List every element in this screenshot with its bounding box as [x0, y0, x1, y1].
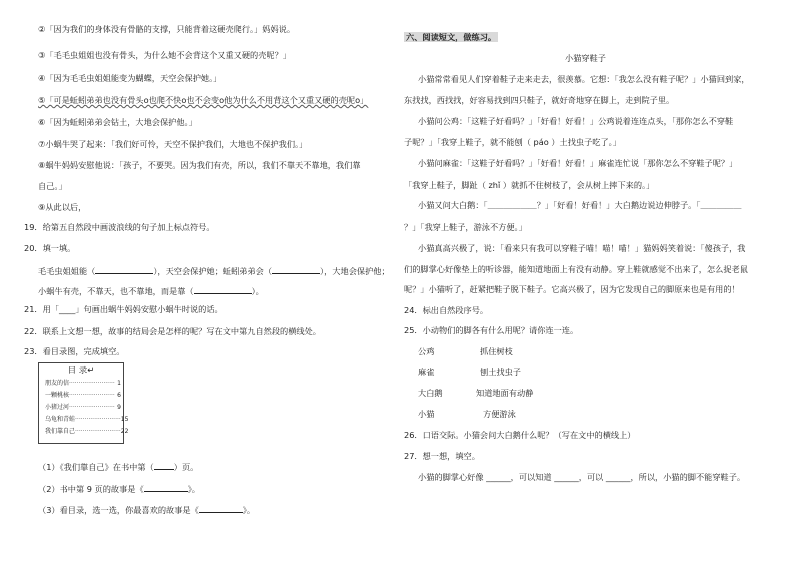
match-function[interactable]: 方便游泳 — [483, 409, 516, 419]
fill-in-line-1 — [38, 264, 390, 277]
fill-text: ），大地会保护他； — [320, 266, 390, 276]
toc-title: 小猪过河 — [45, 404, 70, 411]
fill-text: ），天空会保护她；蚯蚓弟弟会（ — [153, 266, 273, 276]
question-23-part-1 — [38, 460, 198, 473]
question-23-part-3 — [38, 503, 255, 516]
question-23: 23．看目录图，完成填空。 — [24, 346, 125, 356]
toc-leader: ························ — [75, 416, 121, 423]
answer-blank[interactable] — [199, 503, 243, 513]
passage-paragraph-9: ⑨从此以后， — [38, 202, 87, 212]
toc-title: 一颗桃核 — [45, 392, 70, 399]
story-line: 小猫问公鸡：「这鞋子好看吗？」「好看！好看！」公鸡说着连连点头，「那你怎么不穿鞋 — [418, 116, 734, 126]
question-text: （1）《我们靠自己》在书中第（ — [38, 462, 154, 472]
story-title: 小猫穿鞋子 — [565, 53, 606, 63]
passage-paragraph-8: ⑧蜗牛妈妈安慰他说：「孩子，不要哭。因为我们有壳，所以，我们不靠天不靠地，我们靠 — [38, 160, 361, 170]
toc-page: 1 — [117, 380, 121, 387]
toc-row — [45, 428, 129, 436]
story-line: 子呢？」「我穿上鞋子，就不能刨（ páo ）土找虫子吃了。」 — [404, 137, 621, 147]
answer-blank[interactable] — [272, 264, 320, 274]
fill-text: 小蜗牛有壳，不靠天，也不靠地，而是靠（ — [38, 286, 194, 296]
match-animal[interactable]: 大白鹅 — [418, 388, 443, 398]
question-22: 22．联系上文想一想，故事的结局会是怎样的呢？写在文中第九自然段的横线处。 — [24, 326, 321, 336]
fill-in-line-2 — [38, 284, 264, 297]
story-line: 小猫常常看见人们穿着鞋子走来走去，很羡慕。它想：「我怎么没有鞋子呢？」小猫回到家， — [418, 74, 750, 84]
story-line: 呢？」小猫听了，赶紧把鞋子脱下鞋子。它高兴极了，因为它发现自己的脚原来也是有用的！ — [404, 284, 740, 294]
question-text: ）页。 — [173, 462, 199, 472]
toc-leader: ························ — [69, 404, 115, 411]
story-line: ？」「我穿上鞋子，游泳不方便。」 — [404, 222, 527, 232]
question-text: （2）书中第 9 页的故事是《 — [38, 484, 144, 494]
question-25: 25．小动物们的脚各有什么用呢？请你连一连。 — [404, 325, 579, 335]
section-heading — [404, 32, 498, 43]
toc-title: 我们靠自己 — [45, 428, 76, 435]
story-line: 小猫问麻雀：「这鞋子好看吗？」「好看！好看！」麻雀连忙说「那你怎么不穿鞋子呢？」 — [418, 158, 738, 168]
match-function[interactable]: 抓住树枝 — [480, 346, 513, 356]
toc-title: 乌龟和青蛙 — [45, 416, 76, 423]
toc-page: 6 — [117, 392, 121, 399]
story-line: 「我穿上鞋子，脚趾（ zhǐ ）就抓不住树枝了，会从树上摔下来的。」 — [404, 180, 655, 190]
question-27-fill: 小猫的脚掌心好像 ______，可以知道 ______，可以 ______，所以，小猫的脚不能穿鞋子。 — [418, 472, 746, 482]
toc-heading: 目 录↵ — [67, 366, 95, 376]
question-24: 24．标出自然段序号。 — [404, 305, 489, 315]
question-27: 27．想一想，填空。 — [404, 451, 480, 461]
table-of-contents-box — [38, 362, 129, 444]
match-animal[interactable]: 小猫 — [418, 409, 435, 419]
match-animal[interactable]: 麻雀 — [418, 367, 435, 377]
question-26: 26．口语交际。小猫会问大白鹅什么呢？（写在文中的横线上） — [404, 430, 636, 440]
toc-row — [45, 404, 121, 412]
story-line: 小猫又问大白鹅：「＿＿＿＿＿＿？」「好看！好看！」大白鹅边说边伸脖子。「＿＿＿＿＿ — [418, 200, 742, 210]
passage-paragraph-6: ⑥「因为蚯蚓弟弟会钻土，大地会保护他。」 — [38, 117, 197, 127]
question-text: （3）看目录，选一选，你最喜欢的故事是《 — [38, 505, 199, 515]
passage-paragraph-2: ②「因为我们的身体没有骨骼的支撑，只能背着这硬壳爬行。」妈妈说。 — [38, 24, 296, 34]
passage-paragraph-4: ④「因为毛毛虫姐姐能变为蝴蝶，天空会保护她。」 — [38, 73, 222, 83]
toc-leader: ························ — [75, 428, 121, 435]
passage-paragraph-8-cont: 自己。」 — [38, 181, 67, 191]
toc-page: 15 — [120, 416, 129, 423]
toc-title: 朋友的信 — [45, 380, 70, 387]
question-21: 21．用「____」句画出蜗牛妈妈安慰小蜗牛时说的话。 — [24, 304, 223, 314]
toc-leader: ························ — [69, 380, 115, 387]
question-20: 20．填一填。 — [24, 243, 76, 253]
answer-blank[interactable] — [144, 482, 188, 492]
story-line: 东找找，西找找，好容易找到四只鞋子，就好奇地穿在脚上，走到院子里。 — [404, 95, 675, 105]
toc-page: 9 — [117, 404, 121, 411]
story-line: 小猫真高兴极了，说：「看来只有我可以穿鞋子喵！喵！喵！」猫妈妈笑着说：「傻孩子，我 — [418, 243, 746, 253]
question-23-part-2 — [38, 482, 200, 495]
section-heading-text: 六、阅读短文，做练习。 — [406, 32, 497, 42]
toc-page: 22 — [120, 428, 129, 435]
passage-paragraph-5-wavy: ⑤「可是蚯蚓弟弟也没有骨头o也爬不快o也不会变o他为什么不用背这个又重又硬的壳呢o」 — [38, 95, 369, 105]
story-line: 们的脚掌心好像垫上的听诊器，能知道地面上有没有动静。穿上鞋就感觉不出来了，怎么捉老鼠 — [404, 264, 748, 274]
toc-row — [45, 416, 129, 424]
answer-blank[interactable] — [194, 284, 252, 294]
match-function[interactable]: 刨土找虫子 — [480, 367, 521, 377]
toc-leader: ························ — [69, 392, 115, 399]
question-text: 》。 — [187, 484, 200, 494]
passage-paragraph-7: ⑦小蜗牛哭了起来：「我们好可怜，天空不保护我们，大地也不保护我们。」 — [38, 139, 308, 149]
fill-text: 毛毛虫姐姐能（ — [38, 266, 96, 276]
toc-row — [45, 392, 121, 400]
match-animal[interactable]: 公鸡 — [418, 346, 435, 356]
fill-text: ）。 — [251, 286, 264, 296]
answer-blank[interactable] — [95, 264, 153, 274]
question-19: 19．给第五自然段中画波浪线的句子加上标点符号。 — [24, 222, 215, 232]
passage-paragraph-3: ③「毛毛虫姐姐也没有骨头，为什么她不会背这个又重又硬的壳呢？」 — [38, 50, 291, 60]
answer-blank[interactable] — [154, 460, 174, 470]
toc-row — [45, 380, 121, 388]
question-text: 》。 — [242, 505, 256, 515]
match-function[interactable]: 知道地面有动静 — [476, 388, 534, 398]
